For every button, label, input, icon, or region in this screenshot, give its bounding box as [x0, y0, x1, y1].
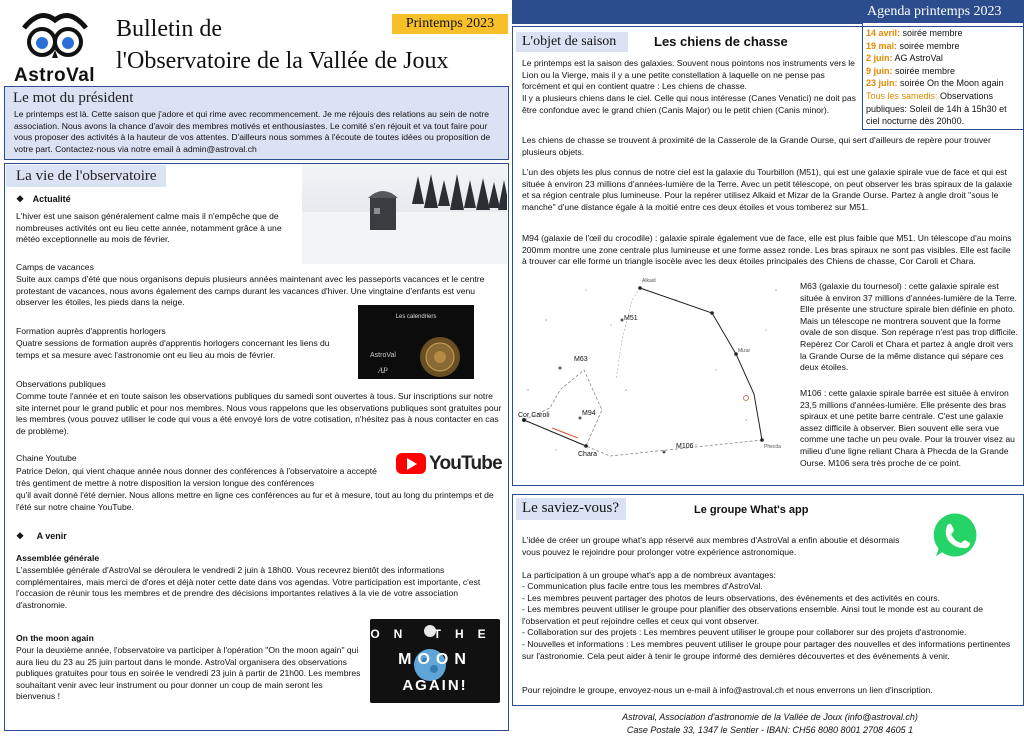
map-label: M51 [624, 315, 638, 322]
camps-text: Suite aux camps d'été que nous organisons depuis plusieurs années maintenant avec les passeports vacances et le centre protestant de vacances, nous avons également des camps durant les vacances d'hiver. Une vingtaine d'enfants est venu observer les étoiles, les pieds dans la neige. [16, 274, 485, 308]
saviez-list-item: - Nouvelles et informations : Les membres peuvent utiliser le groupe pour partager des nouvelles et des informations pertinentes sur l'astronomie. Cela peut aider à tenir le groupe informé des dernières découvertes et des événements à venir. [522, 638, 1011, 661]
bulletin-title-line1: Bulletin de [116, 16, 222, 42]
map-label: Mizar [738, 348, 751, 354]
saviez-outro: Pour rejoindre le groupe, envoyez-nous un e-mail à info@astroval.ch et nous enverrons un lien d'inscription. [522, 685, 933, 695]
astroval-logo [10, 6, 100, 86]
obs-title: Observations publiques [16, 379, 106, 389]
president-text: Le printemps est là. Cette saison que j'adore et qui rime avec recommencement. Je me réjouis des relations au sein de notre association. Nous avons la chance d'avoir des membres motivés et enthousiastes. Le comité s'en réjouit et va tout faire pour vous proposer des activités à la hauteur de vos attentes. D'ailleurs nous sommes à l'écoute de toutes idées ou proposition de votre part. Contactez-nous via notre email à admin@astroval.ch [14, 109, 491, 154]
svg-text:AstroVal: AstroVal [370, 352, 396, 359]
calendriers-caption: Les calendriers [395, 314, 437, 320]
footer-line1: Astroval, Association d'astronomie de la Vallée de Joux (info@astroval.ch) [622, 712, 918, 722]
actualite-label [16, 194, 71, 205]
logo-text: AstroVal [14, 65, 96, 86]
agenda-item: 23 juin: soirée On the Moon again [866, 78, 1004, 89]
ag-title: Assemblée générale [16, 553, 100, 563]
map-label: M63 [574, 356, 588, 363]
objet-m106: M106 : cette galaxie spirale barrée est située à environ 23,5 millions d'années-lumière. Elle présente des bras spiraux et une petite barre centrale. C'est une galaxie assez difficile à observer. Bien souvent elle sera vue comme une tache un peu ovale. Pour la trouver visez au milieu d'une ligne reliant Chara à Phecda de la Grande Ourse. M106 sera très proche de ce point. [800, 388, 1015, 468]
agenda-heading: Agenda printemps 2023 [863, 1, 1023, 23]
saviez-list-item: - Communication plus facile entre tous les membres d'AstroVal. [522, 581, 763, 591]
saviez-label: Le saviez-vous? [516, 498, 626, 520]
president-section [4, 86, 509, 160]
saviez-list-item: - Les membres peuvent utiliser le groupe pour planifier des observations ensemble. Ainsi tout le monde est au courant de l'observation et peut rejoindre celles et ceux qui vont observer. [522, 604, 983, 626]
saviez-list-item: - Collaboration sur des projets : Les membres peuvent utiliser le groupe pour collaborer sur des projets d'astronomie. [522, 627, 967, 638]
objet-p1: Le printemps est la saison des galaxies. Souvent nous pointons nos instruments vers le Lion ou la Vierge, mais il y a une petite constellation à laquelle on ne pense pas forcément et qui en contient quatre : Les chiens de chasse. [522, 58, 855, 92]
map-label: Chara [578, 451, 598, 458]
calendriers-image [358, 305, 474, 379]
objet-p3: Les chiens de chasse se trouvent à proximité de la Casserole de la Grande Ourse, qui sert d'ailleurs de repère pour trouver plusieurs objets. [522, 135, 991, 157]
objet-p5: M94 (galaxie de l'œil du crocodile) : galaxie spirale également vue de face, elle est plus faible que M51. Un télescope d'au moins 200mm montre une zone centrale plus lumineuse et une forme assez ronde. Les bras spiraux ne sont pas visibles. Elle est facile à trouver car elle forme un triangle isocèle avec les deux étoiles principales des Chiens de chasse, Cor Caroli et Chara. [522, 233, 1012, 267]
obs-text: Comme toute l'année et en toute saison les observations publiques du samedi sont ouvertes à tous. Sur inscriptions sur notre site internet pour le grand public et pour nos membres. Nous vous rappelons que les observations publiques sont gratuites pour les membres (vous pouvez utiliser le code qui vous a été envoyé lors de votre cotisation, n'hésitez pas à nous contacter en cas de problème). [16, 391, 502, 436]
map-label: Alkaid [642, 278, 656, 284]
moon-again-logo [370, 619, 500, 703]
formation-title: Formation auprès d'apprentis horlogers [16, 326, 166, 336]
actualite-text: L'hiver est une saison généralement calme mais il n'empêche que de nombreuses activités ont eu lieu cette année, notamment grâce à une météo exceptionnelle au mois de février. [16, 211, 282, 245]
footer-line2: Case Postale 33, 1347 le Sentier - IBAN: CH56 8080 8001 2708 4605 1 [626, 725, 914, 735]
saviez-list-item: - Les membres peuvent partager des photos de leurs observations, des événements et des activités en cours. [522, 592, 940, 603]
yt-text-2: qu'il avait donné l'été dernier. Nous allons mettre en ligne ces conférences au fur et à mesure, tout au long du printemps et de l'été sur notre chaine YouTube. [16, 490, 494, 512]
observatory-photo [302, 164, 507, 264]
agenda-item: 9 juin: soirée membre [866, 65, 956, 76]
actualite-label-text: Actualité [32, 194, 71, 204]
saviez-list [522, 581, 1016, 662]
camps-title: Camps de vacances [16, 262, 94, 272]
diamond-bullet-icon: ❖ [16, 194, 25, 204]
president-heading: Le mot du président [13, 90, 134, 106]
youtube-logo [396, 452, 502, 476]
moon-title: On the moon again [16, 633, 94, 643]
agenda-item: 2 juin: AG AstroVal [866, 53, 943, 64]
map-label: M94 [582, 410, 596, 417]
agenda-item: 19 mai: soirée membre [866, 40, 960, 51]
agenda-item: 14 avril: soirée membre [866, 28, 963, 38]
svg-text:AP: AP [378, 366, 388, 375]
map-label: Phecda [764, 444, 781, 450]
map-label: M106 [676, 443, 694, 450]
saviez-title: Le groupe What's app [694, 504, 809, 516]
agenda-samedis: Tous les samedis: Observations publiques: Soleil de 14h à 15h30 et ciel nocturne dès 20h00. [866, 90, 1007, 127]
star-map [516, 270, 794, 470]
objet-p2: Il y a plusieurs chiens dans le ciel. Celle qui nous intéresse (Canes Venatici) ne doit pas être confondue avec le grand chien (Canis Major) ou le petit chien (Canis minor). [522, 93, 856, 115]
vie-heading: La vie de l'observatoire [6, 165, 166, 187]
diamond-bullet-icon: ❖ [16, 531, 25, 541]
owl-icon [10, 6, 100, 66]
objet-m63: M63 (galaxie du tournesol) : cette galaxie spirale est située à environ 37 millions d'années-lumière de la Terre. Elle présente une structure spirale bien définie en photo. Mais un télescope ne montrera souvent que la forme ovale de son disque. Son repérage n'est pas trop difficile. Repérez Cor Caroli et Chara et partez à angle droit vers la Grande Ourse de la même distance qui sépare ces deux étoiles. [800, 281, 1018, 373]
play-icon [396, 453, 426, 474]
moon-text: Pour la deuxième année, l'observatoire va participer à l'opération "On the moon again" qui aura lieu du 23 au 25 juin partout dans le monde. AstroVal organisera des observations publiques gratuites pour tous en soirée le vendredi 23 juin à partir de 21h00. Les membres souhaitant venir avec leur instrument ou pour donner un coup de main seront les bienvenus ! [16, 645, 361, 702]
moon-logo-line2: MOON [398, 651, 472, 668]
saviez-intro: La participation à un groupe what's app a de nombreux avantages: [522, 570, 776, 580]
yt-title: Chaine Youtube [16, 453, 77, 463]
whatsapp-icon [928, 508, 984, 564]
yt-text-1: Patrice Delon, qui vient chaque année nous donner des conférences à l'observatoire a accepté très gentiment de mettre à notre disposition la version longue des conférences [16, 466, 377, 488]
moon-logo-line1: ON THE [370, 627, 500, 641]
objet-title: Les chiens de chasse [654, 34, 788, 49]
formation-text: Quatre sessions de formation auprès d'apprentis horlogers concernant les liens du temps et sa mesure avec l'astronomie ont eu lieu au mois de février. [16, 338, 330, 360]
bulletin-title-line2: l'Observatoire de la Vallée de Joux [116, 48, 449, 74]
edition-badge: Printemps 2023 [392, 14, 508, 34]
youtube-wordmark: YouTube [429, 453, 502, 474]
saviez-p1: L'idée de créer un groupe what's app réservé aux membres d'AstroVal a enfin aboutie et désormais vous pouvez le rejoindre pour prolonger votre expérience astronomique. [522, 535, 900, 557]
avenir-label-text: A venir [36, 531, 67, 541]
objet-label: L'objet de saison [516, 32, 628, 52]
moon-logo-line3: AGAIN! [402, 677, 468, 694]
avenir-label [16, 531, 67, 542]
objet-p4: L'un des objets les plus connus de notre ciel est la galaxie du Tourbillon (M51), qui est une galaxie spirale vue de face et qui est située à environ 23 millions d'années-lumière de la Terre. Avec un petit télescope, on peut observer les bras spiraux de la galaxie et sa région centrale plus lumineuse. Pour la repérer utilisez Alkaid et Mizar de la Grande Ourse. Partez à angle droit "sous le manche" d'une distance égale à la moitié entre ces deux étoiles et vous tomberez sur M51. [522, 167, 1013, 212]
top-blue-bar [512, 0, 864, 24]
map-label: Cor Caroli [518, 412, 550, 419]
ag-text: L'assemblée générale d'AstroVal se déroulera le vendredi 2 juin à 18h00. Vous recevrez bientôt des informations complémentaires, mais merci de d'ores et déjà noter cette date dans vos agendas. Votre participation est importante, c'est l'occasion de réunir tous les membres et de prendre des décisions importantes relatives à la vie de votre association d'astronomie. [16, 565, 481, 610]
